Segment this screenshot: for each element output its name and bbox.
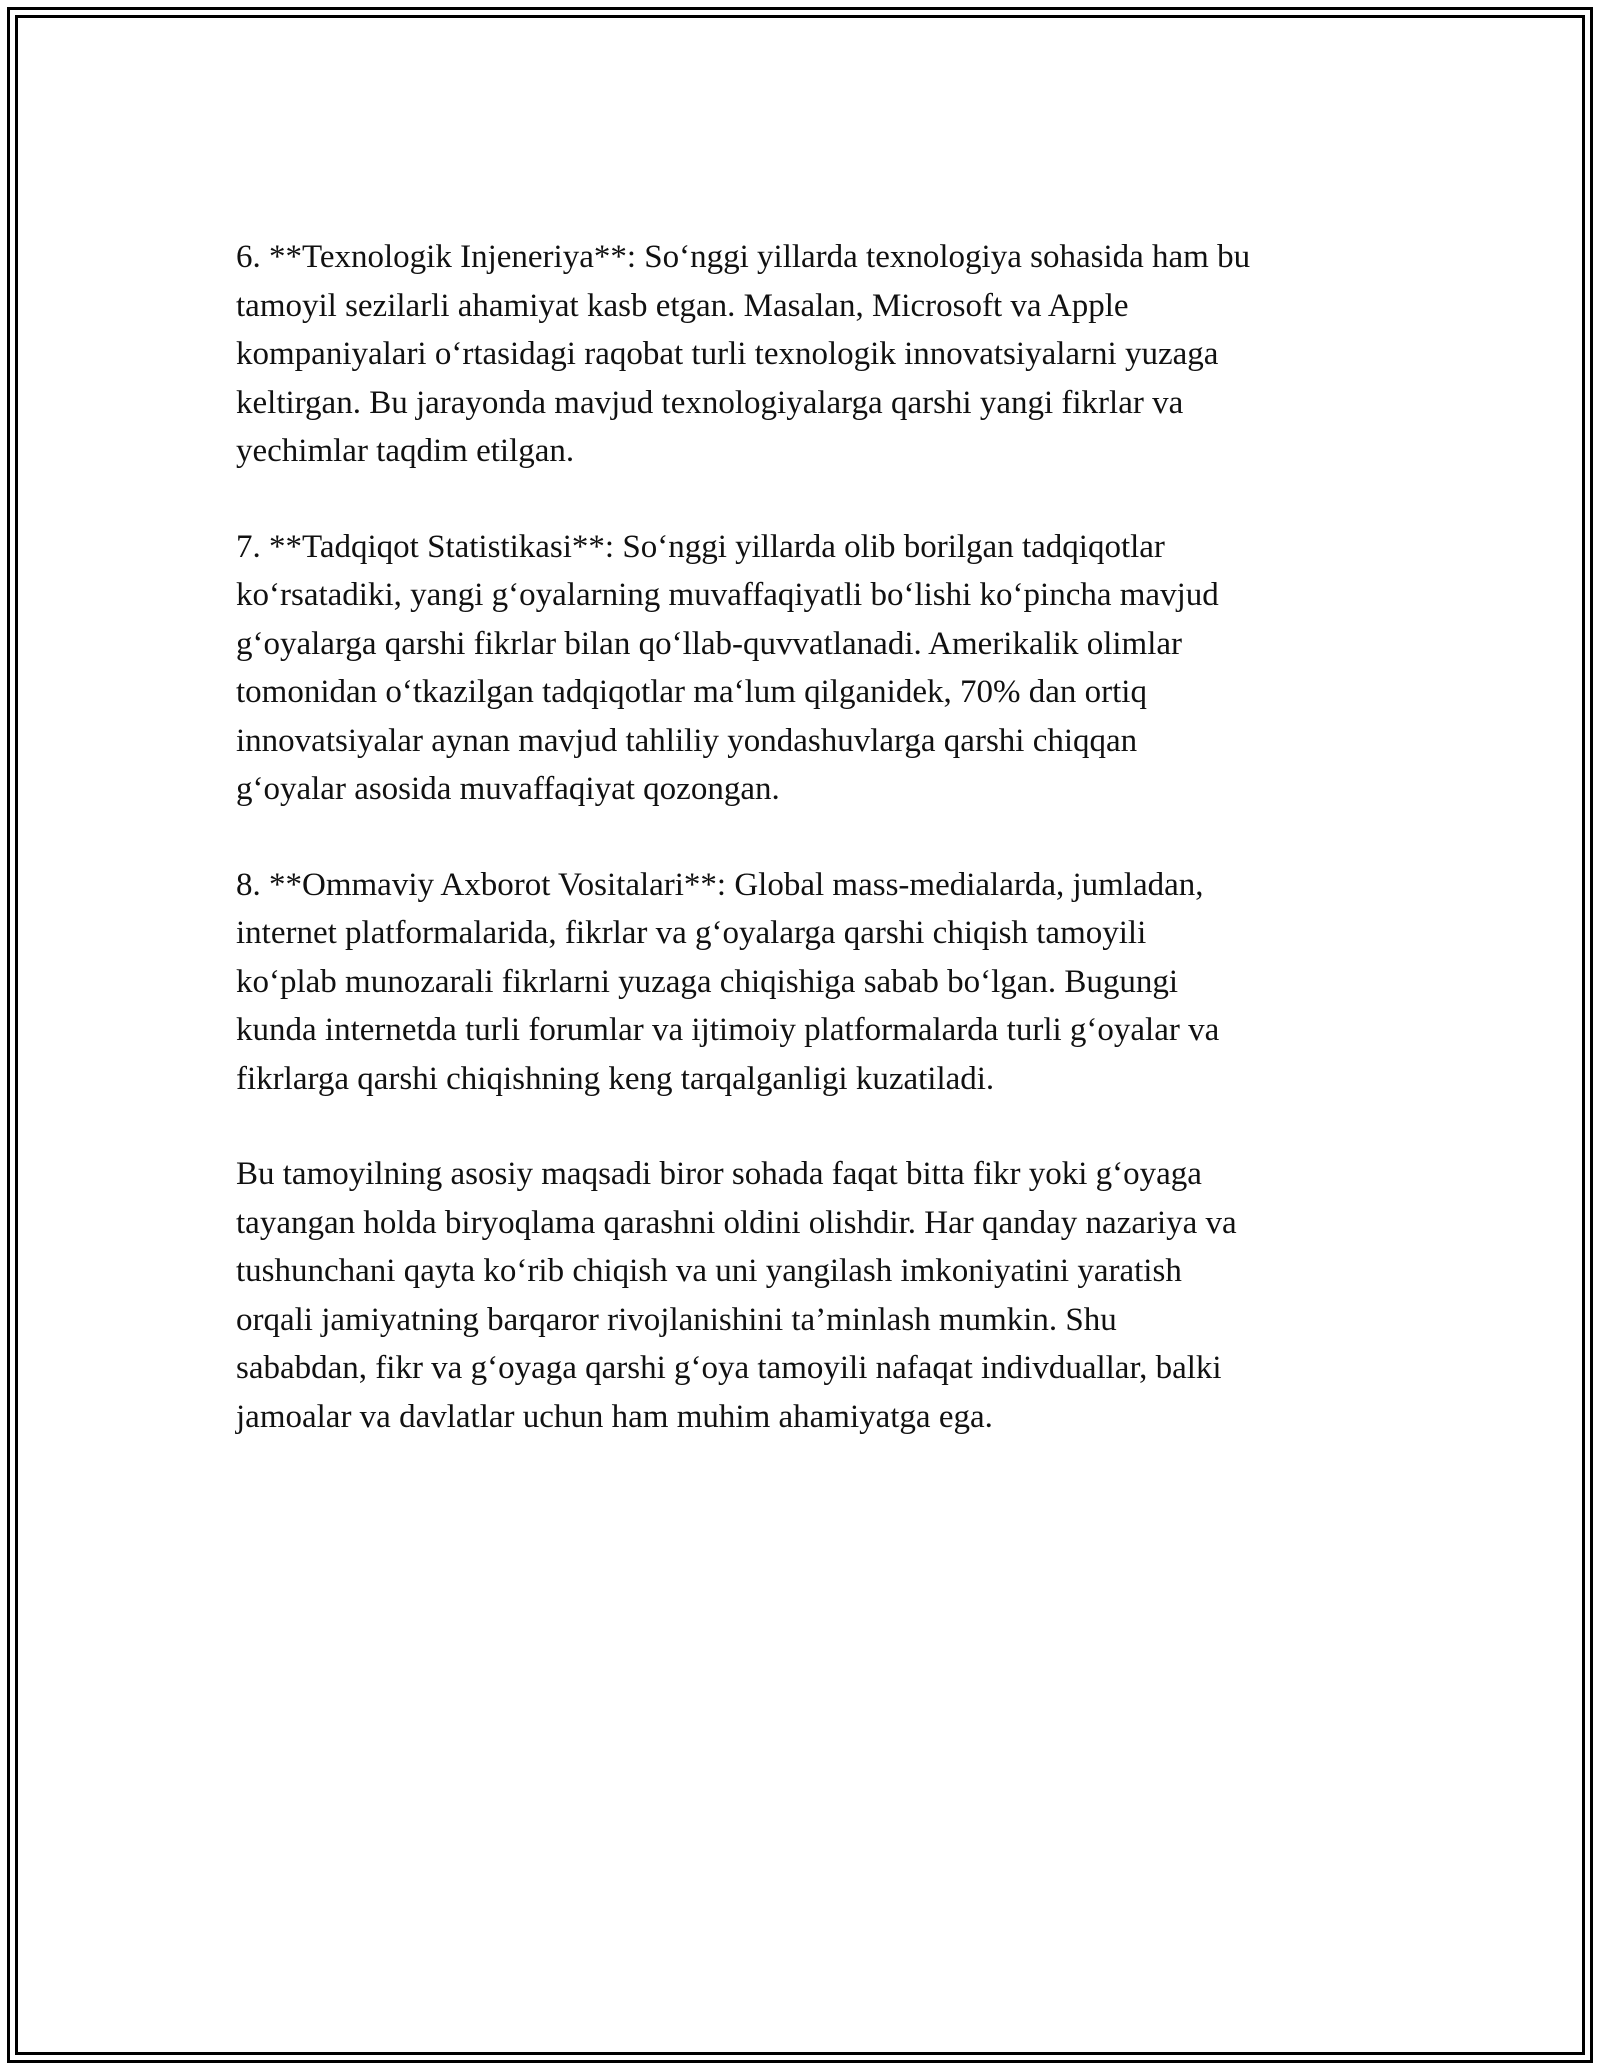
- text-line: Bu tamoyilning asosiy maqsadi biror sohada faqat bitta fikr yoki g‘oyaga: [236, 1156, 1202, 1192]
- text-line: yechimlar taqdim etilgan.: [236, 433, 575, 469]
- paragraph-tadqiqot-statistikasi: [236, 523, 1396, 814]
- text-line: tushunchani qayta ko‘rib chiqish va uni yangilash imkoniyatini yaratish: [236, 1253, 1182, 1289]
- text-line: tayangan holda biryoqlama qarashni oldini olishdir. Har qanday nazariya va: [236, 1204, 1237, 1241]
- text-line: jamoalar va davlatlar uchun ham muhim ahamiyatga ega.: [236, 1398, 993, 1435]
- text-line: innovatsiyalar aynan mavjud tahliliy yondashuvlarga qarshi chiqqan: [236, 722, 1138, 759]
- text-line: g‘oyalarga qarshi fikrlar bilan qo‘llab-quvvatlanadi. Amerikalik olimlar: [236, 625, 1183, 662]
- text-line: ko‘rsatadiki, yangi g‘oyalarning muvaffaqiyatli bo‘lishi ko‘pincha mavjud: [236, 577, 1219, 613]
- text-line: fikrlarga qarshi chiqishning keng tarqalganligi kuzatiladi.: [236, 1060, 995, 1097]
- text-line: kompaniyalari o‘rtasidagi raqobat turli texnologik innovatsiyalarni yuzaga: [236, 336, 1219, 372]
- text-line: kunda internetda turli forumlar va ijtimoiy platformalarda turli g‘oyalar va: [236, 1012, 1220, 1048]
- text-line: 6. **Texnologik Injeneriya**: So‘nggi yillarda texnologiya sohasida ham bu: [236, 239, 1251, 275]
- text-line: tomonidan o‘tkazilgan tadqiqotlar ma‘lum qilganidek, 70% dan ortiq: [236, 674, 1147, 710]
- document-body: [236, 233, 1396, 1488]
- text-line: g‘oyalar asosida muvaffaqiyat qozongan.: [236, 771, 780, 807]
- paragraph-texnologik-injeneriya: [236, 233, 1396, 476]
- text-line: sababdan, fikr va g‘oyaga qarshi g‘oya tamoyili nafaqat indivduallar, balki: [236, 1350, 1222, 1386]
- text-line: 8. **Ommaviy Axborot Vositalari**: Global mass-medialarda, jumladan,: [236, 866, 1204, 903]
- paragraph-conclusion: [236, 1150, 1396, 1441]
- paragraph-ommaviy-axborot-vositalari: [236, 861, 1396, 1104]
- text-line: tamoyil sezilarli ahamiyat kasb etgan. Masalan, Microsoft va Apple: [236, 287, 1129, 324]
- text-line: 7. **Tadqiqot Statistikasi**: So‘nggi yillarda olib borilgan tadqiqotlar: [236, 528, 1165, 565]
- text-line: orqali jamiyatning barqaror rivojlanishini ta’minlash mumkin. Shu: [236, 1301, 1117, 1338]
- text-line: keltirgan. Bu jarayonda mavjud texnologiyalarga qarshi yangi fikrlar va: [236, 384, 1184, 421]
- text-line: ko‘plab munozarali fikrlarni yuzaga chiqishiga sabab bo‘lgan. Bugungi: [236, 963, 1179, 1000]
- text-line: internet platformalarida, fikrlar va g‘oyalarga qarshi chiqish tamoyili: [236, 915, 1147, 951]
